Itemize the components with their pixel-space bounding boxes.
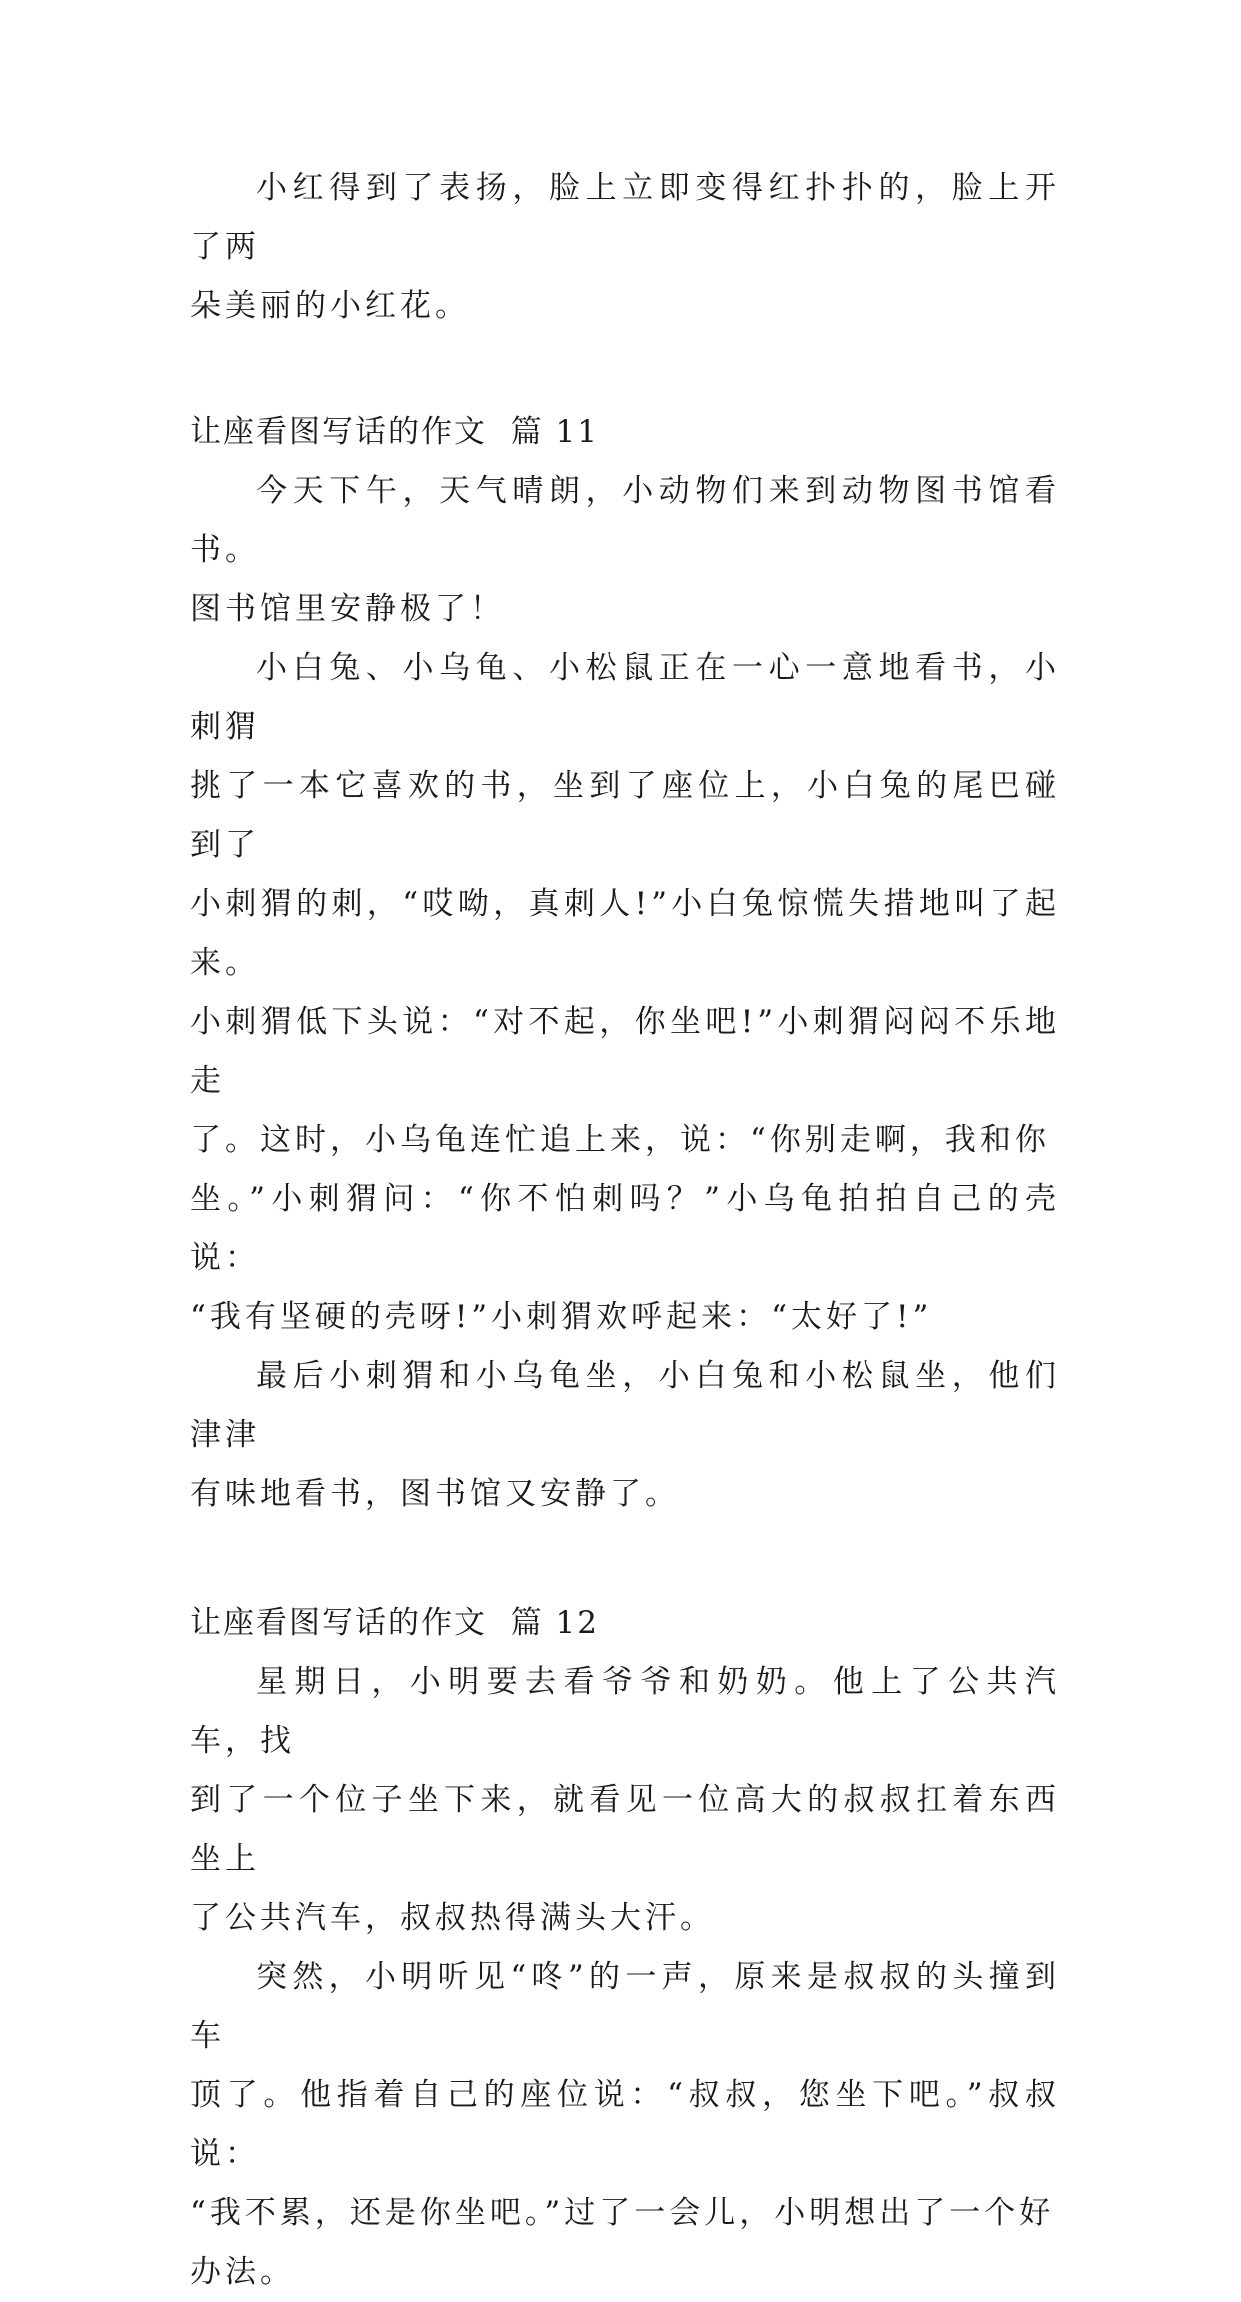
section-spacer — [190, 336, 1060, 403]
section-heading-12: 让座看图写话的作文 篇 12 — [190, 1605, 600, 1641]
section-11-paragraph-3: 最后小刺猬和小乌龟坐，小白兔和小松鼠坐，他们津津 有味地看书，图书馆又安静了。 — [190, 1358, 1060, 1512]
section-12-paragraph-1: 星期日，小明要去看爷爷和奶奶。他上了公共汽车，找 到了一个位子坐下来，就看见一位高大的叔叔扛着东西坐上 了公共汽车，叔叔热得满头大汗。 — [190, 1664, 1060, 1936]
section-11-paragraph-1: 今天下午，天气晴朗，小动物们来到动物图书馆看书。 图书馆里安静极了！ — [190, 473, 1060, 627]
section-heading-11: 让座看图写话的作文 篇 11 — [190, 414, 600, 450]
section-12-paragraph-2: 突然，小明听见“咚”的一声，原来是叔叔的头撞到车 顶了。他指着自己的座位说：“叔叔，您坐下吧。”叔叔说： “我不累，还是你坐吧。”过了一会儿，小明想出了一个好 办法。 — [190, 1959, 1060, 2290]
section-spacer — [190, 1524, 1060, 1594]
document-body — [190, 159, 1060, 2302]
intro-paragraph: 小红得到了表扬，脸上立即变得红扑扑的，脸上开了两 朵美丽的小红花。 — [190, 170, 1060, 324]
section-11-paragraph-2: 小白兔、小乌龟、小松鼠正在一心一意地看书，小刺猬 挑了一本它喜欢的书，坐到了座位上，小白兔的尾巴碰到了 小刺猬的刺，“哎呦，真刺人!”小白兔惊慌失措地叫了起来。 小刺猬低下头说：“对不起，你坐吧!”小刺猬闷闷不乐地走 了。这时，小乌龟连忙追上来，说：“你别走啊，我和你 坐。”小刺猬问：“你不怕刺吗？”小乌龟拍拍自己的壳说： “我有坚硬的壳呀!”小刺猬欢呼起来：“太好了!” — [190, 650, 1060, 1335]
